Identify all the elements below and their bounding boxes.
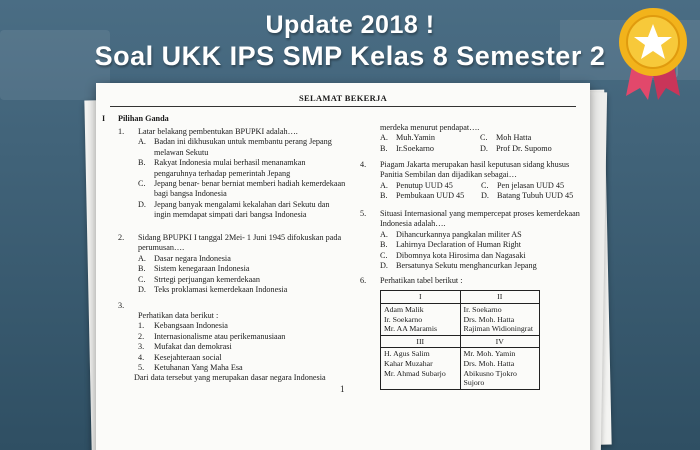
question-number: 5. [360,209,367,218]
option: 5. Ketuhanan Yang Maha Esa [138,363,243,373]
option: B. Lahirnya Declaration of Human Right [380,240,522,250]
question-number: 6. [360,276,367,285]
section-mark: I [102,114,106,123]
header-divider [110,106,576,107]
option-row: B. Pembukaan UUD 45 D. Batang Tubuh UUD 45 [380,191,574,201]
question-text: Sidang BPUPKI I tanggal 2Mei- 1 Juni 1945 difokuskan pada perumusan…. [138,233,342,253]
banner-title [0,10,700,72]
option: 2. Internasionalisme atau perikemanusiaan [138,331,286,341]
page-header: SELAMAT BEKERJA [298,93,388,103]
option-row: A. Penutup UUD 45 C. Pen jelasan UUD 45 [380,180,565,190]
exam-page [96,83,590,450]
question-text: Perhatikan data berikut : [138,311,219,320]
table-header: III [381,335,461,348]
question-tail: Dari data tersebut yang merupakan dasar negara Indonesia [134,373,326,383]
option: C. Dibomnya kota Hirosima dan Nagasaki [380,250,526,260]
question-number: 3. [118,301,125,310]
question-text: Perhatikan tabel berikut : [380,276,463,285]
table-header: II [460,291,540,304]
option: 4. Kesejahteraan social [138,352,222,362]
banner-line-2: Soal UKK IPS SMP Kelas 8 Semester 2 [94,41,606,71]
option: B. Sistem kenegaraan Indonesia [138,264,250,274]
question-text: Situasi Internasional yang mempercepat proses kemerdekaan Indonesia adalah…. [380,209,580,229]
option: A. Dasar negara Indonesia [138,253,231,263]
option: D. Teks proklamasi kemerdekaan Indonesia [138,285,288,295]
table-cell: Ir. Soekarno Drs. Moh. Hatta Rajiman Widioningrat [460,304,540,336]
option: 1. Kebangsaan Indonesia [138,321,228,331]
option: C. Strtegi perjuangan kemerdekaan [138,274,260,284]
option-row: A. Muh.Yamin C. Moh Hatta [380,133,532,143]
option: D. Jepang banyak mengalami kekalahan dari Sekutu dan ingin memdapat simpati dari bangsa Indonesia [138,199,330,220]
option: A. Dihancurkannya pangkalan militer AS [380,229,522,239]
officials-table [380,290,540,389]
option: B. Rakyat Indonesia mulai berhasil menanamkan pengaruhnya terhadap pemerintah Jepang [138,158,306,178]
page-number: 1 [340,384,345,394]
question-number: 4. [360,160,367,169]
question-number: 2. [118,233,125,242]
section-title: Pilihan Ganda [118,114,169,123]
star-badge-icon [612,4,694,100]
question-3-continued [380,123,580,154]
table-cell: Adam Malik Ir. Soekarno Mr. AA Maramis [381,304,461,336]
table-header: IV [460,335,540,348]
option: A. Badan ini dikhusukan untuk membantu perang Jepang melawan Sekutu [138,137,332,157]
option: 3. Mufakat dan demokrasi [138,342,232,352]
option: C. Jepang benar- benar berniat memberi hadiah kemerdekaan bagi bangsa Indonesia [138,179,346,199]
table-cell: Mr. Moh. Yamin Drs. Moh. Hatta Abikusno Tjokro Sujoro [460,348,540,389]
question-text: Piagam Jakarta merupakan hasil keputusan sidang khusus Panitia Sembilan dan dijadikan sebagai… [380,160,570,180]
question-continuation: merdeka menurut pendapat…. [380,123,480,132]
option: D. Bersatunya Sekutu menghancurkan Jepang [380,261,537,271]
option-row: B. Ir.Soekarno D. Prof Dr. Supomo [380,143,552,153]
question-text: Latar belakang pembentukan BPUPKI adalah…. [138,127,298,136]
question-number: 1. [118,127,125,136]
banner-line-1: Update 2018 ! [265,11,435,39]
table-cell: H. Agus Salim Kahar Muzahar Mr. Ahmad Subarjo [381,348,461,389]
table-header: I [381,291,461,304]
